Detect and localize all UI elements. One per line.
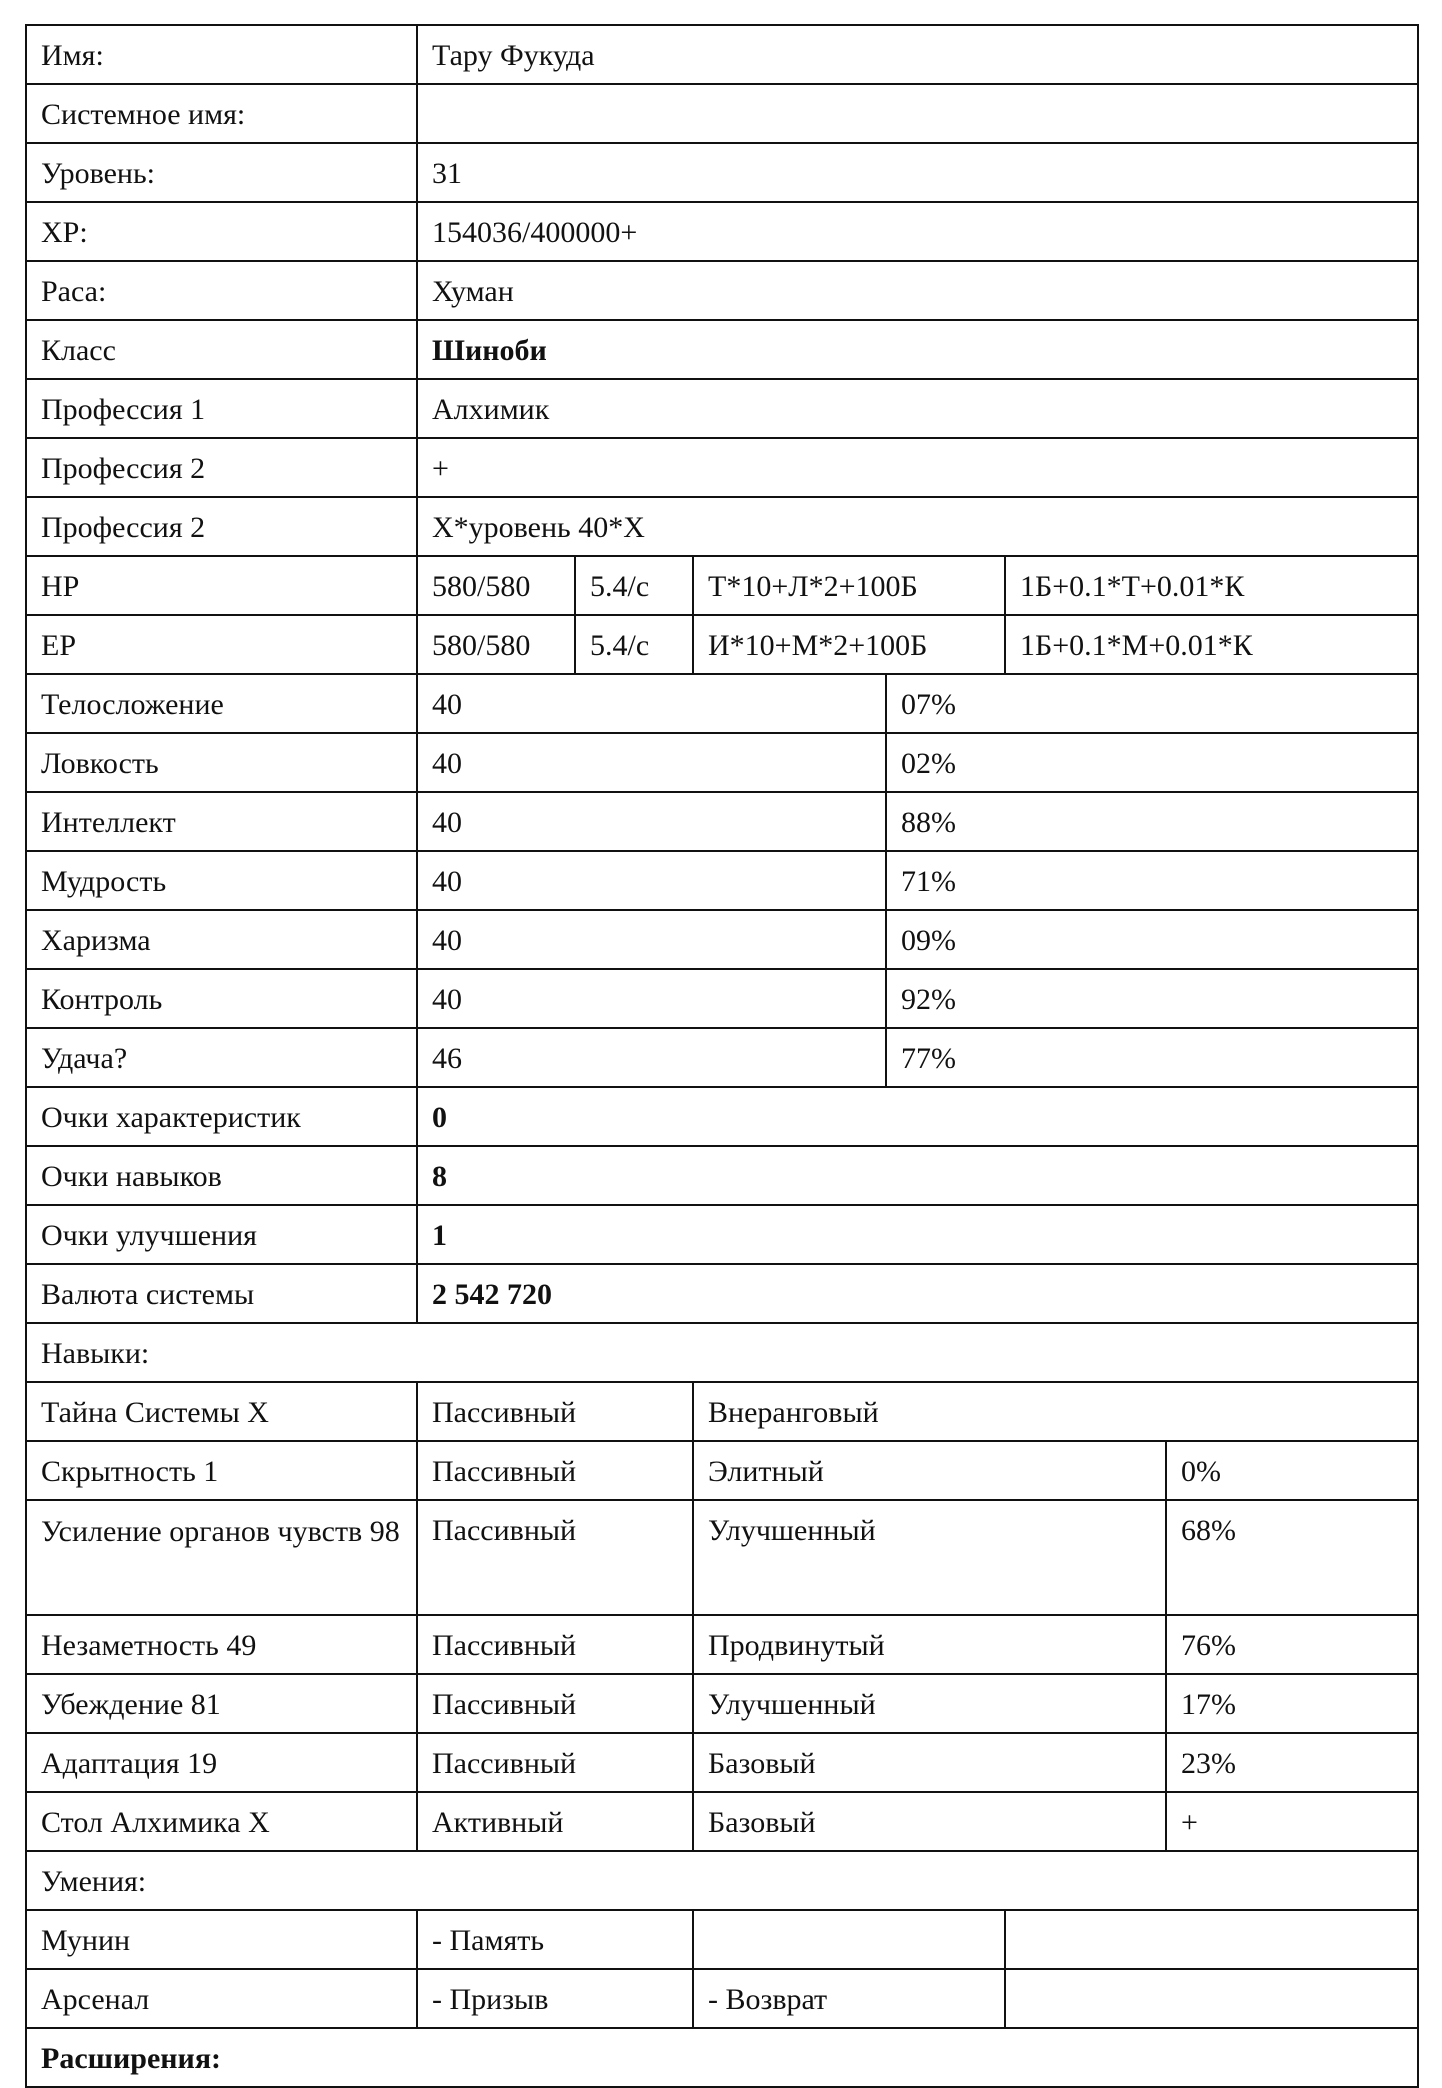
row-xp bbox=[26, 202, 1418, 261]
ep-formula: И*10+М*2+100Б bbox=[693, 615, 1005, 674]
ability-part-a: - Память bbox=[417, 1910, 693, 1969]
stat-row bbox=[26, 733, 1418, 792]
ability-name: Арсенал bbox=[26, 1969, 417, 2028]
points-label: Очки навыков bbox=[26, 1146, 417, 1205]
stat-value: 40 bbox=[417, 733, 886, 792]
row-profession-2b bbox=[26, 497, 1418, 556]
ability-part-c bbox=[1005, 1969, 1418, 2028]
stat-row bbox=[26, 910, 1418, 969]
skill-name: Усиление органов чувств 98 bbox=[26, 1500, 417, 1615]
hp-label: HP bbox=[26, 556, 417, 615]
row-system-name bbox=[26, 84, 1418, 143]
profession-1-value: Алхимик bbox=[417, 379, 1418, 438]
ability-name: Мунин bbox=[26, 1910, 417, 1969]
stat-row bbox=[26, 674, 1418, 733]
stat-value: 46 bbox=[417, 1028, 886, 1087]
skill-progress: 76% bbox=[1166, 1615, 1418, 1674]
skill-rank: Внеранговый bbox=[693, 1382, 1418, 1441]
stat-label: Мудрость bbox=[26, 851, 417, 910]
row-name bbox=[26, 25, 1418, 84]
row-level bbox=[26, 143, 1418, 202]
points-row bbox=[26, 1264, 1418, 1323]
character-sheet-table bbox=[25, 24, 1419, 2088]
skill-progress: 0% bbox=[1166, 1441, 1418, 1500]
stat-label: Телосложение bbox=[26, 674, 417, 733]
row-ep bbox=[26, 615, 1418, 674]
skill-row bbox=[26, 1615, 1418, 1674]
class-value: Шиноби bbox=[417, 320, 1418, 379]
skill-rank: Улучшенный bbox=[693, 1500, 1166, 1615]
level-label: Уровень: bbox=[26, 143, 417, 202]
skill-row bbox=[26, 1792, 1418, 1851]
stat-value: 40 bbox=[417, 910, 886, 969]
skill-type: Пассивный bbox=[417, 1615, 693, 1674]
points-value: 2 542 720 bbox=[417, 1264, 1418, 1323]
skill-name: Убеждение 81 bbox=[26, 1674, 417, 1733]
stat-label: Интеллект bbox=[26, 792, 417, 851]
points-label: Валюта системы bbox=[26, 1264, 417, 1323]
skill-rank: Продвинутый bbox=[693, 1615, 1166, 1674]
ep-regen-formula: 1Б+0.1*М+0.01*К bbox=[1005, 615, 1418, 674]
skill-row bbox=[26, 1500, 1418, 1615]
profession-2a-label: Профессия 2 bbox=[26, 438, 417, 497]
stat-progress: 88% bbox=[886, 792, 1418, 851]
points-row bbox=[26, 1087, 1418, 1146]
extensions-header: Расширения: bbox=[26, 2028, 1418, 2087]
stat-progress: 77% bbox=[886, 1028, 1418, 1087]
skill-type: Пассивный bbox=[417, 1500, 693, 1615]
skill-progress: 68% bbox=[1166, 1500, 1418, 1615]
stat-progress: 09% bbox=[886, 910, 1418, 969]
stat-progress: 02% bbox=[886, 733, 1418, 792]
skill-rank: Элитный bbox=[693, 1441, 1166, 1500]
xp-value: 154036/400000+ bbox=[417, 202, 1418, 261]
hp-regen: 5.4/с bbox=[575, 556, 693, 615]
system-name-value bbox=[417, 84, 1418, 143]
skill-row bbox=[26, 1441, 1418, 1500]
row-hp bbox=[26, 556, 1418, 615]
stat-progress: 07% bbox=[886, 674, 1418, 733]
ability-row bbox=[26, 1969, 1418, 2028]
points-value: 8 bbox=[417, 1146, 1418, 1205]
ability-row bbox=[26, 1910, 1418, 1969]
skill-row bbox=[26, 1674, 1418, 1733]
skill-name: Скрытность 1 bbox=[26, 1441, 417, 1500]
level-value: 31 bbox=[417, 143, 1418, 202]
skill-type: Активный bbox=[417, 1792, 693, 1851]
skill-rank: Базовый bbox=[693, 1792, 1166, 1851]
name-label: Имя: bbox=[26, 25, 417, 84]
stat-label: Ловкость bbox=[26, 733, 417, 792]
stat-row bbox=[26, 792, 1418, 851]
skill-type: Пассивный bbox=[417, 1733, 693, 1792]
hp-regen-formula: 1Б+0.1*Т+0.01*К bbox=[1005, 556, 1418, 615]
points-value: 0 bbox=[417, 1087, 1418, 1146]
points-label: Очки характеристик bbox=[26, 1087, 417, 1146]
profession-2a-value: + bbox=[417, 438, 1418, 497]
row-profession-2a bbox=[26, 438, 1418, 497]
race-value: Хуман bbox=[417, 261, 1418, 320]
points-row bbox=[26, 1146, 1418, 1205]
points-value: 1 bbox=[417, 1205, 1418, 1264]
stat-progress: 92% bbox=[886, 969, 1418, 1028]
race-label: Раса: bbox=[26, 261, 417, 320]
skill-rank: Улучшенный bbox=[693, 1674, 1166, 1733]
skill-progress: 17% bbox=[1166, 1674, 1418, 1733]
skill-type: Пассивный bbox=[417, 1674, 693, 1733]
class-label: Класс bbox=[26, 320, 417, 379]
stat-label: Удача? bbox=[26, 1028, 417, 1087]
xp-label: XP: bbox=[26, 202, 417, 261]
skill-name: Адаптация 19 bbox=[26, 1733, 417, 1792]
profession-1-label: Профессия 1 bbox=[26, 379, 417, 438]
skill-name: Тайна Системы Х bbox=[26, 1382, 417, 1441]
skill-rank: Базовый bbox=[693, 1733, 1166, 1792]
ep-value: 580/580 bbox=[417, 615, 575, 674]
abilities-header: Умения: bbox=[26, 1851, 1418, 1910]
stat-value: 40 bbox=[417, 851, 886, 910]
profession-2b-label: Профессия 2 bbox=[26, 497, 417, 556]
skill-progress: + bbox=[1166, 1792, 1418, 1851]
stat-row bbox=[26, 851, 1418, 910]
skill-type: Пассивный bbox=[417, 1441, 693, 1500]
name-value: Тару Фукуда bbox=[417, 25, 1418, 84]
stat-row bbox=[26, 969, 1418, 1028]
row-profession-1 bbox=[26, 379, 1418, 438]
hp-formula: Т*10+Л*2+100Б bbox=[693, 556, 1005, 615]
hp-value: 580/580 bbox=[417, 556, 575, 615]
ability-part-b: - Возврат bbox=[693, 1969, 1005, 2028]
skill-name: Незаметность 49 bbox=[26, 1615, 417, 1674]
ability-part-c bbox=[1005, 1910, 1418, 1969]
skill-row bbox=[26, 1733, 1418, 1792]
row-class bbox=[26, 320, 1418, 379]
points-label: Очки улучшения bbox=[26, 1205, 417, 1264]
profession-2b-value: Х*уровень 40*Х bbox=[417, 497, 1418, 556]
stat-value: 40 bbox=[417, 674, 886, 733]
stat-value: 40 bbox=[417, 792, 886, 851]
row-race bbox=[26, 261, 1418, 320]
stat-label: Харизма bbox=[26, 910, 417, 969]
stat-row bbox=[26, 1028, 1418, 1087]
abilities-header-row bbox=[26, 1851, 1418, 1910]
system-name-label: Системное имя: bbox=[26, 84, 417, 143]
skill-type: Пассивный bbox=[417, 1382, 693, 1441]
skills-header-row bbox=[26, 1323, 1418, 1382]
extensions-header-row bbox=[26, 2028, 1418, 2087]
points-row bbox=[26, 1205, 1418, 1264]
skill-row bbox=[26, 1382, 1418, 1441]
skill-name: Стол Алхимика Х bbox=[26, 1792, 417, 1851]
stat-value: 40 bbox=[417, 969, 886, 1028]
ability-part-b bbox=[693, 1910, 1005, 1969]
ability-part-a: - Призыв bbox=[417, 1969, 693, 2028]
ep-label: EP bbox=[26, 615, 417, 674]
ep-regen: 5.4/с bbox=[575, 615, 693, 674]
stat-label: Контроль bbox=[26, 969, 417, 1028]
stat-progress: 71% bbox=[886, 851, 1418, 910]
skill-progress: 23% bbox=[1166, 1733, 1418, 1792]
skills-header: Навыки: bbox=[26, 1323, 1418, 1382]
